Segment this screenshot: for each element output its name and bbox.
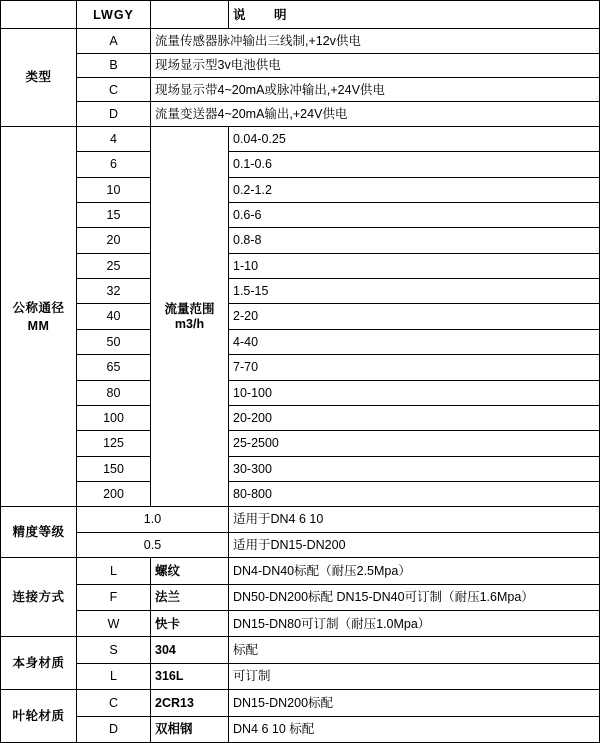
description-cell: 0.04-0.25 bbox=[229, 126, 600, 151]
description-cell: 标配 bbox=[229, 637, 600, 663]
code-cell: D bbox=[77, 102, 151, 126]
description-cell: 10-100 bbox=[229, 380, 600, 405]
table-row bbox=[1, 102, 600, 126]
table-row bbox=[1, 663, 600, 689]
section-label-connection: 连接方式 bbox=[1, 558, 77, 637]
flow-range-label bbox=[151, 126, 229, 507]
description-cell: DN15-DN80可订制（耐压1.0Mpa） bbox=[229, 611, 600, 637]
table-row bbox=[1, 177, 600, 202]
table-row bbox=[1, 355, 600, 380]
description-cell: DN15-DN200标配 bbox=[229, 690, 600, 716]
table-row bbox=[1, 507, 600, 532]
code-cell: 4 bbox=[77, 126, 151, 151]
code-cell: 32 bbox=[77, 279, 151, 304]
description-cell: 30-300 bbox=[229, 456, 600, 481]
table-row bbox=[1, 637, 600, 663]
table-row bbox=[1, 202, 600, 227]
description-cell: DN4-DN40标配（耐压2.5Mpa） bbox=[229, 558, 600, 584]
code-cell: 65 bbox=[77, 355, 151, 380]
code-cell: L bbox=[77, 663, 151, 689]
code-cell: C bbox=[77, 690, 151, 716]
description-cell: 0.1-0.6 bbox=[229, 152, 600, 177]
table-header-row bbox=[1, 1, 600, 29]
code-cell: 10 bbox=[77, 177, 151, 202]
flow-range-line1: 流量范围 bbox=[164, 302, 215, 317]
header-blank-cell bbox=[1, 1, 77, 29]
description-cell: 0.6-6 bbox=[229, 202, 600, 227]
table-row bbox=[1, 584, 600, 610]
code-cell: 80 bbox=[77, 380, 151, 405]
header-model-cell: LWGY bbox=[77, 1, 151, 29]
material-cell: 2CR13 bbox=[151, 690, 229, 716]
code-cell: C bbox=[77, 78, 151, 102]
table-row bbox=[1, 690, 600, 716]
connection-type-cell: 螺纹 bbox=[151, 558, 229, 584]
table-row bbox=[1, 78, 600, 102]
code-cell: F bbox=[77, 584, 151, 610]
description-cell: 25-2500 bbox=[229, 431, 600, 456]
section-label-body-material: 本身材质 bbox=[1, 637, 77, 690]
connection-type-cell: 法兰 bbox=[151, 584, 229, 610]
table-row bbox=[1, 53, 600, 77]
code-cell: 6 bbox=[77, 152, 151, 177]
table-row bbox=[1, 126, 600, 151]
material-cell: 304 bbox=[151, 637, 229, 663]
section-label-line2: MM bbox=[27, 318, 50, 333]
section-label-accuracy: 精度等级 bbox=[1, 507, 77, 558]
description-cell: 流量变送器4~20mA输出,+24V供电 bbox=[151, 102, 600, 126]
description-cell: 现场显示型3v电池供电 bbox=[151, 53, 600, 77]
header-description-cell: 说 明 bbox=[229, 1, 600, 29]
description-cell: 20-200 bbox=[229, 405, 600, 430]
table-row bbox=[1, 431, 600, 456]
table-row bbox=[1, 405, 600, 430]
material-cell: 316L bbox=[151, 663, 229, 689]
code-cell: 20 bbox=[77, 228, 151, 253]
header-blank-cell-2 bbox=[151, 1, 229, 29]
code-cell: 15 bbox=[77, 202, 151, 227]
table-row bbox=[1, 152, 600, 177]
code-cell: 150 bbox=[77, 456, 151, 481]
description-cell: 2-20 bbox=[229, 304, 600, 329]
table-row bbox=[1, 253, 600, 278]
table-row bbox=[1, 279, 600, 304]
table-row bbox=[1, 532, 600, 557]
code-cell: 40 bbox=[77, 304, 151, 329]
description-cell: 7-70 bbox=[229, 355, 600, 380]
section-label-type: 类型 bbox=[1, 29, 77, 126]
code-cell: 100 bbox=[77, 405, 151, 430]
section-label-line1: 公称通径 bbox=[12, 300, 65, 315]
material-cell: 双相钢 bbox=[151, 716, 229, 742]
section-label-nominal-diameter bbox=[1, 126, 77, 507]
code-cell: A bbox=[77, 29, 151, 53]
code-cell: D bbox=[77, 716, 151, 742]
description-cell: 80-800 bbox=[229, 482, 600, 507]
code-cell: 0.5 bbox=[77, 532, 229, 557]
table-row bbox=[1, 304, 600, 329]
code-cell: W bbox=[77, 611, 151, 637]
connection-type-cell: 快卡 bbox=[151, 611, 229, 637]
description-cell: 1-10 bbox=[229, 253, 600, 278]
table-row bbox=[1, 716, 600, 742]
code-cell: B bbox=[77, 53, 151, 77]
description-cell: DN50-DN200标配 DN15-DN40可订制（耐压1.6Mpa） bbox=[229, 584, 600, 610]
description-cell: 1.5-15 bbox=[229, 279, 600, 304]
code-cell: 50 bbox=[77, 329, 151, 354]
table-row bbox=[1, 611, 600, 637]
description-cell: 现场显示带4~20mA或脉冲输出,+24V供电 bbox=[151, 78, 600, 102]
description-cell: 0.2-1.2 bbox=[229, 177, 600, 202]
code-cell: 125 bbox=[77, 431, 151, 456]
description-cell: 流量传感器脉冲输出三线制,+12v供电 bbox=[151, 29, 600, 53]
table-row bbox=[1, 380, 600, 405]
table-row bbox=[1, 482, 600, 507]
table-row bbox=[1, 558, 600, 584]
description-cell: 可订制 bbox=[229, 663, 600, 689]
description-cell: 4-40 bbox=[229, 329, 600, 354]
code-cell: 25 bbox=[77, 253, 151, 278]
flow-range-line2: m3/h bbox=[174, 316, 205, 331]
table-row bbox=[1, 29, 600, 53]
description-cell: 适用于DN15-DN200 bbox=[229, 532, 600, 557]
code-cell: 200 bbox=[77, 482, 151, 507]
table-row bbox=[1, 329, 600, 354]
description-cell: 适用于DN4 6 10 bbox=[229, 507, 600, 532]
description-cell: DN4 6 10 标配 bbox=[229, 716, 600, 742]
code-cell: S bbox=[77, 637, 151, 663]
code-cell: L bbox=[77, 558, 151, 584]
table-row bbox=[1, 456, 600, 481]
code-cell: 1.0 bbox=[77, 507, 229, 532]
description-cell: 0.8-8 bbox=[229, 228, 600, 253]
section-label-impeller-material: 叶轮材质 bbox=[1, 690, 77, 743]
table-row bbox=[1, 228, 600, 253]
